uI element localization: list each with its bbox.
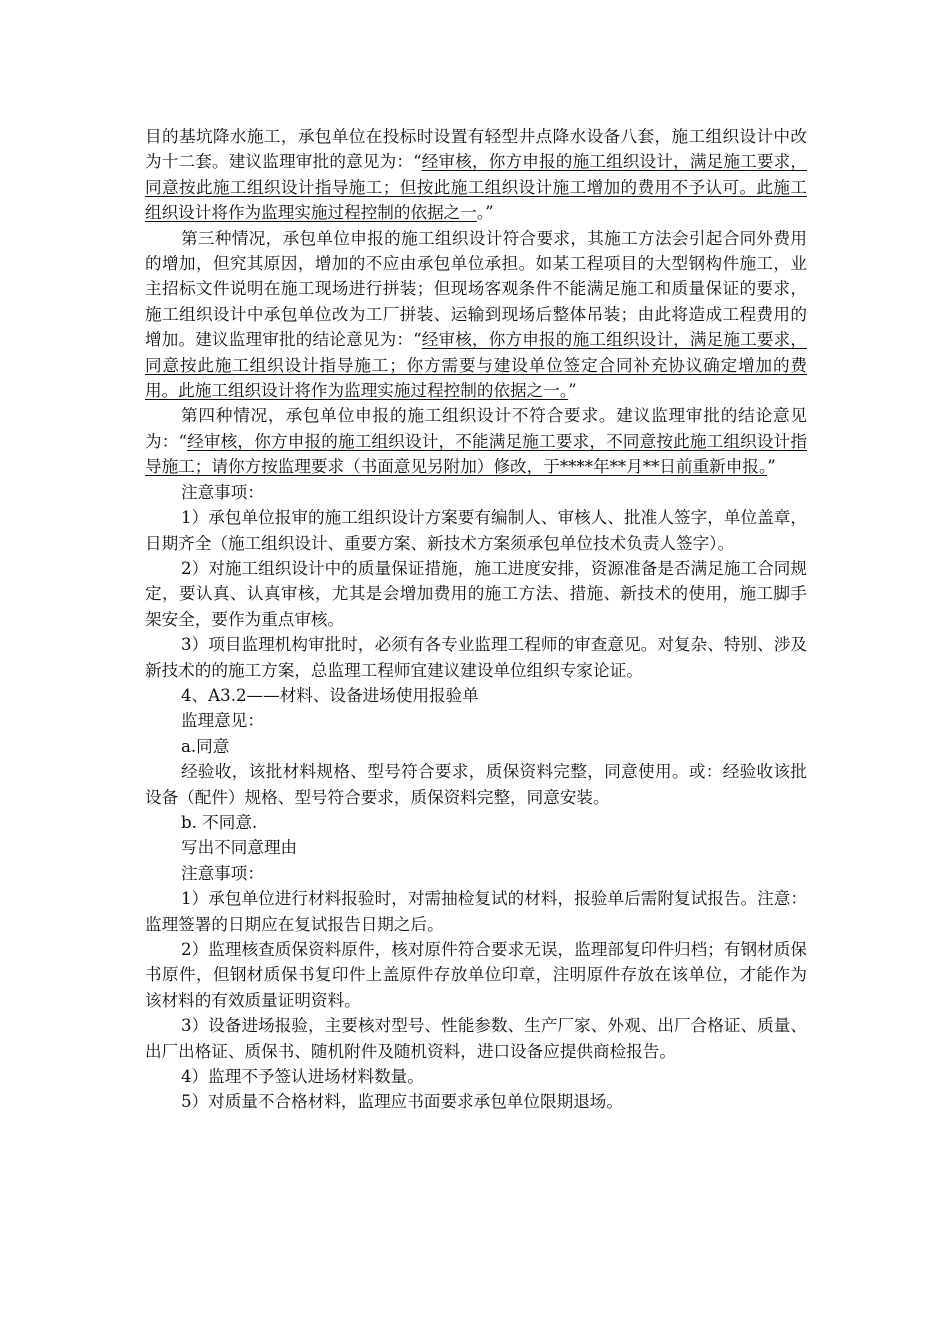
paragraph-case-four (145, 403, 807, 479)
agree-text: 经验收，该批材料规格、型号符合要求，质保资料完整，同意使用。或：经验收该批设备（配件）规格、型号符合要求，质保资料完整，同意安装。 (145, 762, 807, 807)
paragraph-text: 第四种情况，承包单位申报的施工组织设计不符合要求。建议监理审批的结论意见为：“ (145, 406, 807, 451)
note-item: 2）对施工组织设计中的质量保证措施，施工进度安排，资源准备是否满足施工合同规定，要认真、认真审核，尤其是会增加费用的施工方法、措施、新技术的使用，施工脚手架安全，要作为重点审核。 (145, 558, 807, 629)
note-item: 1）承包单位报审的施工组织设计方案要有编制人、审核人、批准人签字，单位盖章，日期齐全（施工组织设计、重要方案、新技术方案须承包单位技术负责人签字）。 (145, 508, 807, 553)
paragraph-text: 第三种情况，承包单位申报的施工组织设计符合要求，其施工方法会引起合同外费用的增加，但究其原因，增加的不应由承包单位承担。如某工程项目的大型钢构件施工，业主招标文件说明在施工现场进行拼装；但现场客观条件不能满足施工和质量保证的要求，施工组织设计中承包单位改为工厂拼装、运输到现场后整体吊装；由此将造成工程费用的增加。建议监理审批的结论意见为：“ (145, 228, 807, 350)
paragraph-text: 目的基坑降水施工，承包单位在投标时设置有轻型井点降水设备八套，施工组织设计中改为十二套。建议监理审批的意见为：“ (145, 127, 807, 172)
paragraph-text: 。” (476, 203, 494, 223)
paragraph-text: ” (568, 381, 577, 401)
underlined-approval-opinion: 经审核，你方申报的施工组织设计，满足施工要求，同意按此施工组织设计指导施工；但按此施工组织设计施工增加的费用不予认可。此施工组织设计将作为监理实施过程控制的依据之一 (145, 152, 807, 223)
option-agree: a.同意 (181, 736, 230, 756)
underlined-approval-opinion: 经审核，你方申报的施工组织设计，不能满足施工要求，不同意按此施工组织设计指导施工；请你方按监理要求（书面意见另附加）修改，于****年**月**日前重新申报。 (145, 431, 807, 477)
note-item: 3）项目监理机构审批时，必须有各专业监理工程师的审查意见。对复杂、特别、涉及新技术的的施工方案，总监理工程师宜建议建设单位组织专家论证。 (145, 635, 807, 680)
note-item: 1）承包单位进行材料报验时，对需抽检复试的材料，报验单后需附复试报告。注意：监理签署的日期应在复试报告日期之后。 (145, 889, 807, 934)
note-item: 5）对质量不合格材料，监理应书面要求承包单位限期退场。 (181, 1092, 623, 1112)
paragraph-text: ” (767, 457, 776, 477)
opinion-label: 监理意见： (181, 711, 264, 731)
paragraph-case-two-ending (145, 124, 807, 226)
disagree-text: 写出不同意理由 (181, 838, 298, 858)
note-item: 2）监理核查质保资料原件，核对原件符合要求无误，监理部复印件归档；有钢材质保书原件，但钢材质保书复印件上盖原件存放单位印章，注明原件存放在该单位，才能作为该材料的有效质量证明资料。 (145, 940, 807, 1010)
note-item: 3）设备进场报验，主要核对型号、性能参数、生产厂家、外观、出厂合格证、质量、出厂出格证、质保书、随机附件及随机资料，进口设备应提供商检报告。 (145, 1016, 807, 1061)
section-heading: 4、A3.2——材料、设备进场使用报验单 (181, 685, 479, 705)
option-disagree: b. 不同意. (181, 812, 258, 832)
paragraph-case-three (145, 226, 807, 404)
underlined-approval-opinion: 经审核，你方申报的施工组织设计，满足施工要求，同意按此施工组织设计指导施工；你方需要与建设单位签定合同补充协议确定增加的费用。此施工组织设计将作为监理实施过程控制的依据之一。 (145, 330, 807, 401)
notes-heading: 注意事项： (181, 482, 264, 502)
notes-heading: 注意事项： (181, 863, 264, 883)
document-page (145, 124, 807, 1115)
note-item: 4）监理不予签认进场材料数量。 (181, 1067, 424, 1087)
